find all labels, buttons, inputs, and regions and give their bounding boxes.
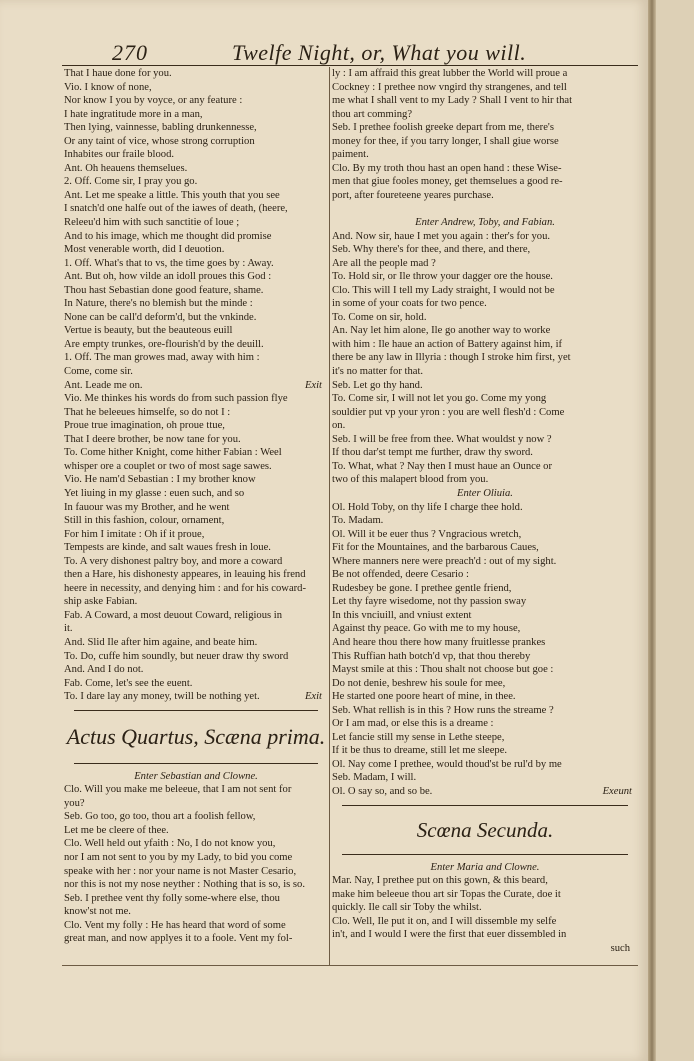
text-line: Clo. By my troth thou hast an open hand : these Wise-: [332, 162, 562, 174]
text-line: This Ruffian hath botch'd vp, that thou thereby: [332, 650, 531, 662]
text-line: Enter Sebastian and Clowne.: [134, 770, 258, 782]
text-line: Seb. Why there's for thee, and there, and there,: [332, 244, 531, 256]
text-line: Against thy peace. Go with me to my house,: [332, 623, 521, 635]
text-line: Vio. He nam'd Sebastian : I my brother know: [64, 474, 256, 486]
text-line: Ol. Nay come I prethee, would thoud'st be rul'd by me: [332, 758, 562, 770]
text-line: And. And I do not.: [64, 664, 144, 676]
text-line: with him : Ile haue an action of Battery against him, if: [332, 338, 563, 350]
text-line: Vio. I know of none,: [64, 81, 152, 93]
bottom-rule: [62, 965, 638, 966]
text-line: Seb. Madam, I will.: [332, 772, 417, 784]
right-text-column: [332, 67, 638, 955]
text-line: And to his image, which me thought did promise: [64, 230, 272, 242]
text-line: whisper ore a couplet or two of most sage sawes.: [64, 460, 272, 472]
text-line: That I haue done for you.: [64, 68, 172, 79]
text-line: Releeu'd him with such sanctitie of loue ;: [64, 217, 240, 229]
text-line: on.: [332, 420, 346, 432]
text-line: Ant. Let me speake a little. This youth that you see: [64, 189, 280, 201]
text-line: [332, 202, 638, 216]
stage-direction: Exit: [304, 691, 322, 703]
text-line: nor I am not sent to you by my Lady, to bid you come: [64, 851, 293, 863]
text-line: ship aske Fabian.: [64, 596, 138, 608]
text-line: Most venerable worth, did I deuotion.: [64, 244, 225, 256]
text-line: Clo. Well, Ile put it on, and I will dissemble my selfe: [332, 915, 557, 927]
stage-direction: Exit: [304, 379, 322, 391]
text-line: Mayst smile at this : Thou shalt not choose but goe :: [332, 664, 554, 676]
scene-heading: Scœna Secunda.: [416, 817, 554, 842]
text-line: That I deere brother, be now tane for you.: [64, 433, 241, 445]
text-line: Where manners nere were preach'd : out of my sight.: [332, 555, 557, 567]
text-line: Tempests are kinde, and salt waues fresh in loue.: [64, 542, 271, 554]
text-line: ly : I am affraid this great lubber the World will proue a: [332, 68, 568, 79]
text-line: He started one poore heart of mine, in thee.: [332, 691, 516, 703]
adjacent-page-edge: [656, 0, 694, 1061]
text-line: To. Come hither Knight, come hither Fabian : Weel: [64, 447, 282, 459]
text-line: in some of your coats for two pence.: [332, 298, 487, 310]
text-line: Proue true imagination, oh proue ttue,: [64, 420, 225, 432]
text-line: nor this is not my nose neyther : Nothing that is so, is so.: [64, 879, 306, 891]
text-line: And. Slid Ile after him againe, and beate him.: [64, 636, 258, 648]
text-line: Rudesbey be gone. I prethee gentle friend,: [332, 582, 512, 594]
text-line: it's no matter for that.: [332, 366, 424, 378]
text-line: Vertue is beauty, but the beauteous euill: [64, 325, 233, 337]
text-line: In this vnciuill, and vniust extent: [332, 609, 472, 621]
text-line: For him I imitate : Oh if it proue,: [64, 528, 205, 540]
line-text: Ant. Leade me on.: [64, 379, 143, 391]
text-line: Are empty trunkes, ore-flourish'd by the deuill.: [64, 338, 264, 350]
text-line: Fab. A Coward, a most deuout Coward, religious in: [64, 609, 283, 621]
text-line: To. Madam.: [332, 515, 384, 527]
page-header: [62, 40, 638, 68]
text-line: In Nature, there's no blemish but the minde :: [64, 298, 253, 310]
text-line: it.: [64, 623, 73, 635]
book-gutter: [648, 0, 656, 1061]
text-line: you?: [64, 797, 85, 809]
text-line: To. What, what ? Nay then I must haue an Ounce or: [332, 460, 552, 472]
line-text: To. I dare lay any money, twill be nothing yet.: [64, 691, 260, 703]
text-line: Seb. Go too, go too, thou art a foolish fellow,: [64, 811, 256, 823]
text-line: thou art comming?: [332, 108, 413, 120]
text-line: money for thee, if you tarry longer, I shall giue worse: [332, 135, 559, 147]
text-line: Inhabites our fraile blood.: [64, 149, 175, 161]
left-text-column: [64, 67, 328, 946]
text-line: men that giue fooles money, get themselues a good re-: [332, 176, 563, 188]
text-line: To. Do, cuffe him soundly, but neuer draw thy sword: [64, 650, 289, 662]
text-line: Cockney : I prethee now vngird thy strangenes, and tell: [332, 81, 567, 93]
section-rule: [74, 710, 318, 711]
text-line: Seb. What rellish is in this ? How runs the streame ?: [332, 704, 554, 716]
text-line: If it be thus to dreame, still let me sleepe.: [332, 745, 508, 757]
text-line: Seb. Let go thy hand.: [332, 379, 423, 391]
text-line: Clo. This will I tell my Lady straight, I would not be: [332, 284, 555, 296]
text-line: paiment.: [332, 149, 369, 161]
text-line: [332, 785, 638, 799]
text-line: Fab. Come, let's see the euent.: [64, 677, 193, 689]
text-line: two of this malapert blood from you.: [332, 474, 489, 486]
text-line: Ant. But oh, how vilde an idoll proues this God :: [64, 271, 272, 283]
text-line: Mar. Nay, I prethee put on this gown, & this beard,: [332, 875, 548, 887]
text-line: make him beleeue thou art sir Topas the Curate, doe it: [332, 888, 561, 900]
text-line: [64, 690, 328, 704]
text-line: Are all the people mad ?: [332, 257, 436, 269]
text-line: Or any taint of vice, whose strong corruption: [64, 135, 255, 147]
text-line: Do not denie, beshrew his soule for mee,: [332, 677, 506, 689]
running-title: Twelfe Night, or, What you will.: [232, 40, 527, 65]
text-line: great man, and now applyes it to a foole. Vent my fol-: [64, 933, 293, 945]
text-line: Clo. Well held out yfaith : No, I do not know you,: [64, 838, 276, 850]
text-line: souldier put vp your yron : you are well flesh'd : Come: [332, 406, 565, 418]
text-line: Thou hast Sebastian done good feature, shame.: [64, 284, 264, 296]
text-line: Ol. Hold Toby, on thy life I charge thee hold.: [332, 501, 523, 513]
text-line: To. Come on sir, hold.: [332, 311, 427, 323]
text-line: Yet liuing in my glasse : euen such, and so: [64, 487, 245, 499]
text-line: in't, and I would I were the first that euer dissembled in: [332, 929, 567, 941]
text-line: Then lying, vainnesse, babling drunkennesse,: [64, 122, 257, 134]
text-line: know'st not me.: [64, 906, 131, 918]
text-line: 1. Off. The man growes mad, away with him :: [64, 352, 260, 364]
text-line: To. A very dishonest paltry boy, and more a coward: [64, 555, 283, 567]
text-line: Enter Andrew, Toby, and Fabian.: [415, 217, 555, 229]
text-line: 2. Off. Come sir, I pray you go.: [64, 176, 198, 188]
text-line: Ol. Will it be euer thus ? Vngracious wretch,: [332, 528, 522, 540]
text-line: To. Hold sir, or Ile throw your dagger ore the house.: [332, 271, 553, 283]
text-line: Still in this fashion, colour, ornament,: [64, 515, 225, 527]
text-line: then a Hare, his dishonesty appeares, in leauing his frend: [64, 569, 306, 581]
text-line: Let thy fayre wisedome, not thy passion sway: [332, 596, 527, 608]
text-line: If thou dar'st tempt me further, draw thy sword.: [332, 447, 533, 459]
text-line: And. Now sir, haue I met you again : ther's for you.: [332, 230, 551, 242]
section-rule: [342, 805, 628, 806]
column-divider: [329, 67, 330, 965]
text-line: Nor know I you by voyce, or any feature :: [64, 95, 243, 107]
text-line: Seb. I prethee foolish greeke depart from me, there's: [332, 122, 554, 134]
text-line: Enter Oliuia.: [457, 487, 513, 499]
text-line: Let fancie still my sense in Lethe steepe,: [332, 731, 505, 743]
text-line: Enter Maria and Clowne.: [430, 861, 540, 873]
text-line: Fit for the Mountaines, and the barbarous Caues,: [332, 542, 539, 554]
text-line: In fauour was my Brother, and he went: [64, 501, 230, 513]
text-line: me what I shall vent to my Lady ? Shall I vent to hir that: [332, 95, 573, 107]
text-line: port, after foureteene yeares purchase.: [332, 189, 494, 201]
text-line: Ant. Oh heauens themselues.: [64, 162, 188, 174]
text-line: Clo. Will you make me beleeue, that I am not sent for: [64, 784, 292, 796]
text-line: 1. Off. What's that to vs, the time goes by : Away.: [64, 257, 274, 269]
text-line: That he beleeues himselfe, so do not I :: [64, 406, 231, 418]
text-line: None can be call'd deform'd, but the vnkinde.: [64, 311, 257, 323]
text-line: heere in necessity, and denying him : and for his coward-: [64, 582, 307, 594]
text-line: Vio. Me thinkes his words do from such passion flye: [64, 393, 288, 405]
text-line: To. Come sir, I will not let you go. Come my yong: [332, 393, 547, 405]
text-line: Be not offended, deere Cesario :: [332, 569, 469, 581]
text-line: quickly. Ile call sir Toby the whilst.: [332, 902, 482, 914]
text-line: [64, 379, 328, 393]
text-line: Come, come sir.: [64, 366, 133, 378]
text-line: An. Nay let him alone, Ile go another way to worke: [332, 325, 551, 337]
text-line: I snatch'd one halfe out of the iawes of death, (heere,: [64, 203, 288, 215]
line-text: Ol. O say so, and so be.: [332, 785, 433, 797]
text-line: Let me be cleere of thee.: [64, 824, 169, 836]
act-heading: Actus Quartus, Scæna prima.: [66, 723, 326, 749]
text-line: there be any law in Illyria : though I stroke him first, yet: [332, 352, 571, 364]
text-line: Clo. Vent my folly : He has heard that word of some: [64, 919, 286, 931]
text-line: such: [610, 942, 630, 954]
stage-direction: Exeunt: [602, 785, 632, 797]
text-line: I hate ingratitude more in a man,: [64, 108, 203, 120]
section-rule: [74, 763, 318, 764]
text-line: And heare thou there how many fruitlesse prankes: [332, 636, 546, 648]
section-rule: [342, 854, 628, 855]
text-line: Or I am mad, or else this is a dreame :: [332, 718, 494, 730]
text-line: Seb. I prethee vent thy folly some-where else, thou: [64, 892, 280, 904]
header-rule: [62, 65, 638, 66]
page-number: 270: [112, 40, 148, 65]
text-line: Seb. I will be free from thee. What wouldst y now ?: [332, 433, 552, 445]
text-line: speake with her : nor your name is not Master Cesario,: [64, 865, 297, 877]
